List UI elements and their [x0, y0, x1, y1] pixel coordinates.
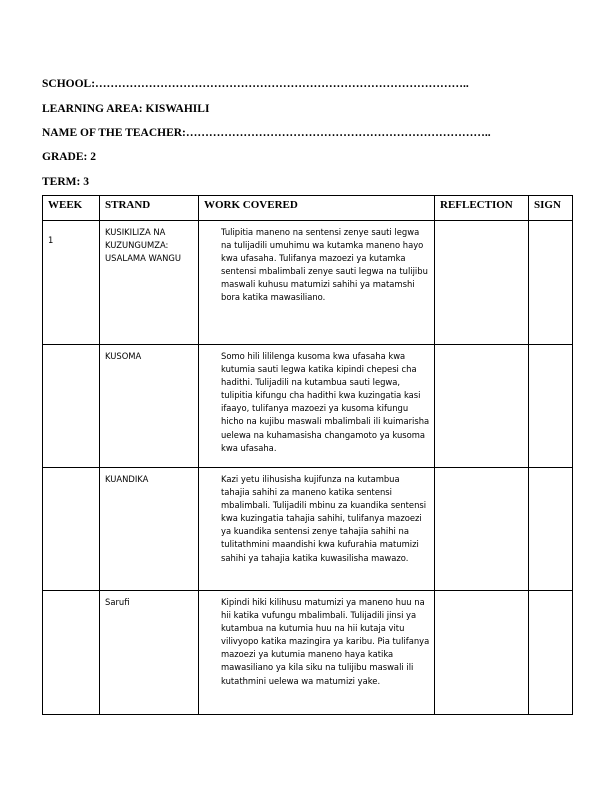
reflection-cell — [435, 345, 529, 468]
week-cell — [43, 468, 100, 591]
work-covered-cell: Somo hili lililenga kusoma kwa ufasaha kwa kutumia sauti legwa katika kipindi chepesi cha hadithi. Tulijadili na kutambua sauti legwa, tulipitia kifungu cha hadithi kwa kuzingatia kasi ifaayo, tulifanya mazoezi ya kusoma kifungu hicho na kujibu maswali mbalimbali ili kuimarisha uelewa na kuhamasisha changamoto ya kusoma kwa ufasaha. — [199, 345, 435, 468]
column-header-sign: SIGN — [529, 196, 573, 221]
reflection-cell — [435, 591, 529, 715]
work-covered-cell: Kazi yetu ilihusisha kujifunza na kutambua tahajia sahihi za maneno katika sentensi mbalimbali. Tulijadili mbinu za kuandika sentensi kwa kuzingatia tahajia sahihi, tulifanya mazoezi ya kuandika sentensi zenye tahajia sahihi na tulitathmini maandishi kwa kufurahia matumizi sahihi ya tahajia katika kuwasilisha mawazo. — [199, 468, 435, 591]
reflection-cell — [435, 468, 529, 591]
sign-cell — [529, 591, 573, 715]
column-header-week: WEEK — [43, 196, 100, 221]
teacher-name-field: NAME OF THE TEACHER:…………………………………………………………………….. — [42, 127, 491, 139]
table-header-row — [43, 196, 573, 221]
table-row — [43, 345, 573, 468]
column-header-strand: STRAND — [100, 196, 199, 221]
week-cell — [43, 345, 100, 468]
column-header-work-covered: WORK COVERED — [199, 196, 435, 221]
sign-cell — [529, 345, 573, 468]
work-covered-cell: Kipindi hiki kilihusu matumizi ya maneno huu na hii katika vufungu mbalimbali. Tulijadili jinsi ya kutambua na kutumia huu na hii kutaja vitu vilivyopo katika mazingira ya karibu. Pia tulifanya mazoezi ya kutumia maneno haya katika mawasiliano ya kila siku na tulijibu maswali ili kutathmini uelewa wa matumizi yake. — [199, 591, 435, 715]
sign-cell — [529, 468, 573, 591]
term-label: TERM: 3 — [42, 176, 89, 188]
strand-cell: KUSOMA — [100, 345, 199, 468]
sign-cell — [529, 221, 573, 345]
table-row — [43, 468, 573, 591]
school-field: SCHOOL:…………………………………………………………………………………….. — [42, 78, 469, 90]
table-row — [43, 221, 573, 345]
column-header-reflection: REFLECTION — [435, 196, 529, 221]
work-covered-cell: Tulipitia maneno na sentensi zenye sauti legwa na tulijadili umuhimu wa kutamka maneno hayo kwa ufasaha. Tulifanya mazoezi ya kutamka sentensi mbalimbali zenye sauti legwa na tulijibu maswali kuhusu matumizi sahihi ya matamshi bora katika mawasiliano. — [199, 221, 435, 345]
record-of-work-table — [42, 195, 573, 715]
strand-cell: KUANDIKA — [100, 468, 199, 591]
reflection-cell — [435, 221, 529, 345]
strand-cell: KUSIKILIZA NA KUZUNGUMZA: USALAMA WANGU — [100, 221, 199, 345]
learning-area-label: LEARNING AREA: KISWAHILI — [42, 103, 210, 115]
week-cell — [43, 591, 100, 715]
week-cell: 1 — [43, 221, 100, 345]
table-row — [43, 591, 573, 715]
grade-label: GRADE: 2 — [42, 151, 96, 163]
strand-cell: Sarufi — [100, 591, 199, 715]
